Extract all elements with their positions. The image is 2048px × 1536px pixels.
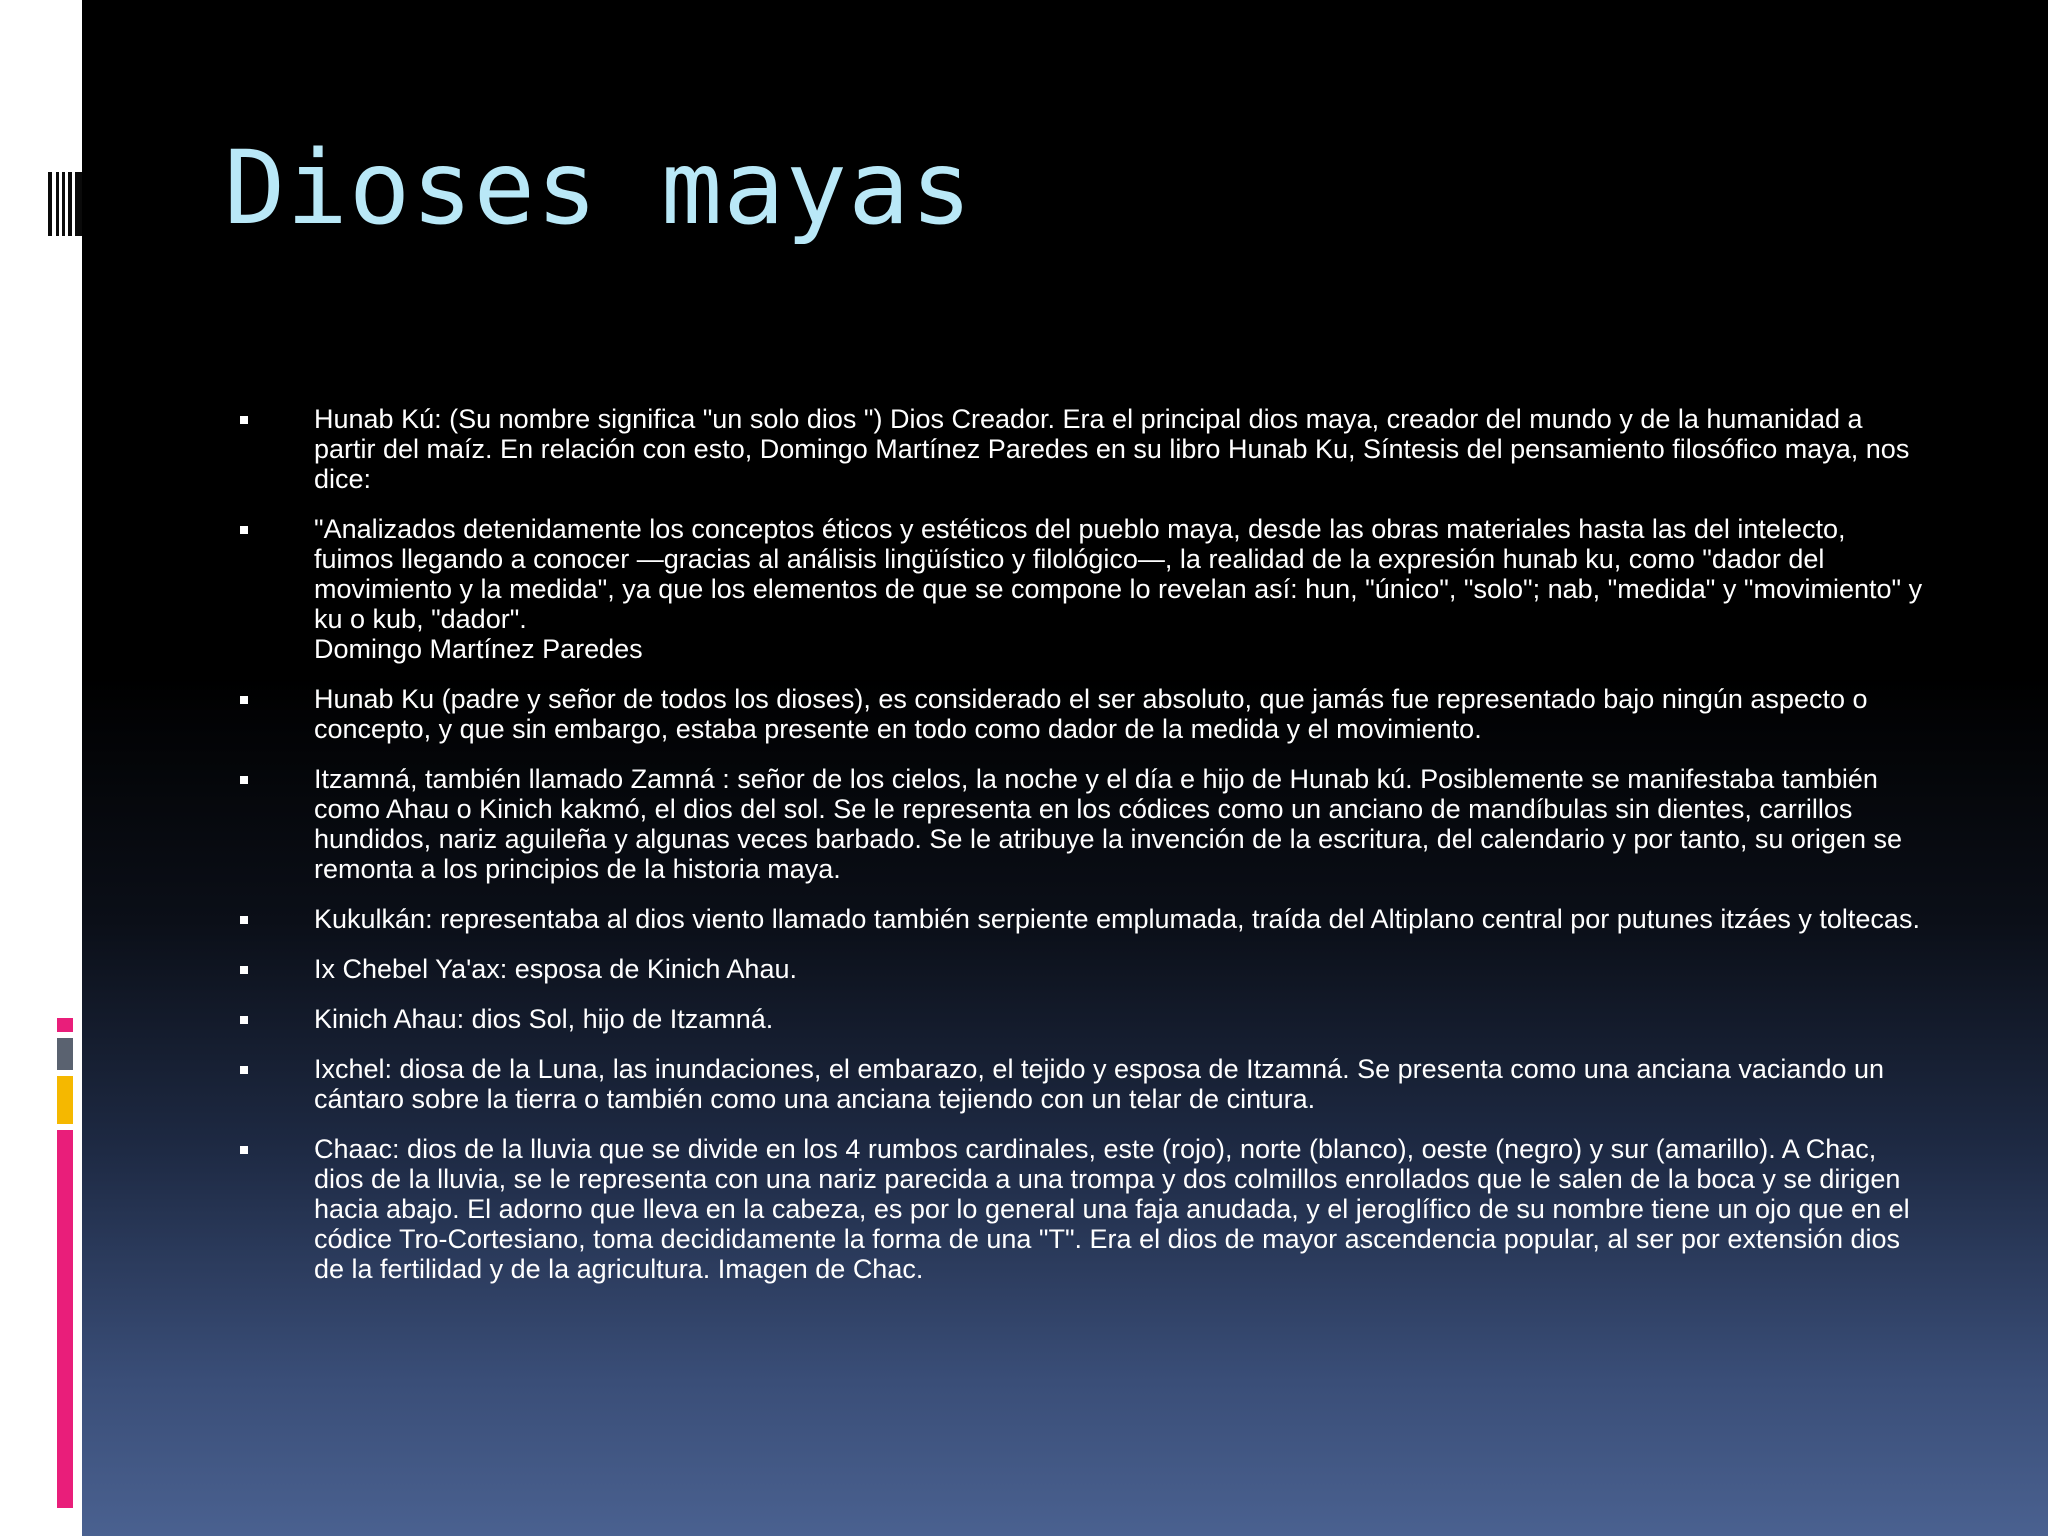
- bullet-icon: [240, 416, 248, 424]
- list-item-text: Ixchel: diosa de la Luna, las inundaciones, el embarazo, el tejido y esposa de Itzamná. Se presenta como una anciana vaciando un cántaro sobre la tierra o también como una anciana tejiendo con un telar de cintura.: [314, 1054, 1885, 1114]
- accent-bar-pink-top: [57, 1018, 73, 1032]
- slide: [82, 0, 2048, 1536]
- list-item-text: Kinich Ahau: dios Sol, hijo de Itzamná.: [314, 1004, 774, 1034]
- list-item-text: Chaac: dios de la lluvia que se divide en los 4 rumbos cardinales, este (rojo), norte (blanco), oeste (negro) y sur (amarillo). A Chac, dios de la lluvia, se le representa con una nariz parecida a una trompa y dos colmillos enrollados que le salen de la boca y se dirigen hacia abajo. El adorno que lleva en la cabeza, es por lo general una faja anudada, y el jeroglífico de su nombre tiene un ojo que en el códice Tro-Cortesiano, toma decididamente la forma de una "T". Era el dios de mayor ascendencia popular, al ser por extensión dios de la fertilidad y de la agricultura. Imagen de Chac.: [314, 1134, 1910, 1284]
- list-item-text: Kukulkán: representaba al dios viento llamado también serpiente emplumada, traída del Altiplano central por putunes itzáes y toltecas.: [314, 904, 1920, 934]
- accent-bar-yellow: [57, 1076, 73, 1124]
- list-item-text: Hunab Kú: (Su nombre significa "un solo dios ") Dios Creador. Era el principal dios maya, creador del mundo y de la humanidad a partir del maíz. En relación con esto, Domingo Martínez Paredes en su libro Hunab Ku, Síntesis del pensamiento filosófico maya, nos dice:: [314, 404, 1910, 494]
- list-item: [240, 954, 1930, 984]
- bullet-list: [240, 404, 1930, 1304]
- list-item: [240, 1134, 1930, 1284]
- bullet-icon: [240, 526, 248, 534]
- list-item-text: Ix Chebel Ya'ax: esposa de Kinich Ahau.: [314, 954, 797, 984]
- bullet-icon: [240, 916, 248, 924]
- list-item-text: "Analizados detenidamente los conceptos éticos y estéticos del pueblo maya, desde las obras materiales hasta las del intelecto, fuimos llegando a conocer —gracias al análisis lingüístico y filológico—, la realidad de la expresión hunab ku, como "dador del movimiento y la medida", ya que los elementos de que se compone lo revelan así: hun, "único", "solo"; nab, "medida" y "movimiento" y ku o kub, "dador".: [314, 514, 1923, 634]
- bullet-icon: [240, 1146, 248, 1154]
- list-item: [240, 1054, 1930, 1114]
- quote-attribution: Domingo Martínez Paredes: [314, 634, 643, 664]
- bullet-icon: [240, 966, 248, 974]
- bullet-icon: [240, 1016, 248, 1024]
- list-item-text: Hunab Ku (padre y señor de todos los dioses), es considerado el ser absoluto, que jamás fue representado bajo ningún aspecto o concepto, y que sin embargo, estaba presente en todo como dador de la medida y el movimiento.: [314, 684, 1868, 744]
- decorative-vertical-lines: [48, 172, 82, 236]
- list-item: [240, 684, 1930, 744]
- bullet-icon: [240, 696, 248, 704]
- list-item: [240, 904, 1930, 934]
- accent-bar-pink: [57, 1130, 73, 1508]
- list-item: [240, 764, 1930, 884]
- slide-left-margin: [0, 0, 82, 1536]
- list-item: [240, 514, 1930, 664]
- list-item: [240, 1004, 1930, 1034]
- bullet-icon: [240, 776, 248, 784]
- bullet-icon: [240, 1066, 248, 1074]
- list-item: [240, 404, 1930, 494]
- slide-title: Dioses mayas: [224, 129, 973, 248]
- list-item-text: Itzamná, también llamado Zamná : señor de los cielos, la noche y el día e hijo de Hunab kú. Posiblemente se manifestaba también como Ahau o Kinich kakmó, el dios del sol. Se le representa en los códices como un anciano de mandíbulas sin dientes, carrillos hundidos, nariz aguileña y algunas veces barbado. Se le atribuye la invención de la escritura, del calendario y por tanto, su origen se remonta a los principios de la historia maya.: [314, 764, 1902, 884]
- accent-bar-gray: [57, 1038, 73, 1070]
